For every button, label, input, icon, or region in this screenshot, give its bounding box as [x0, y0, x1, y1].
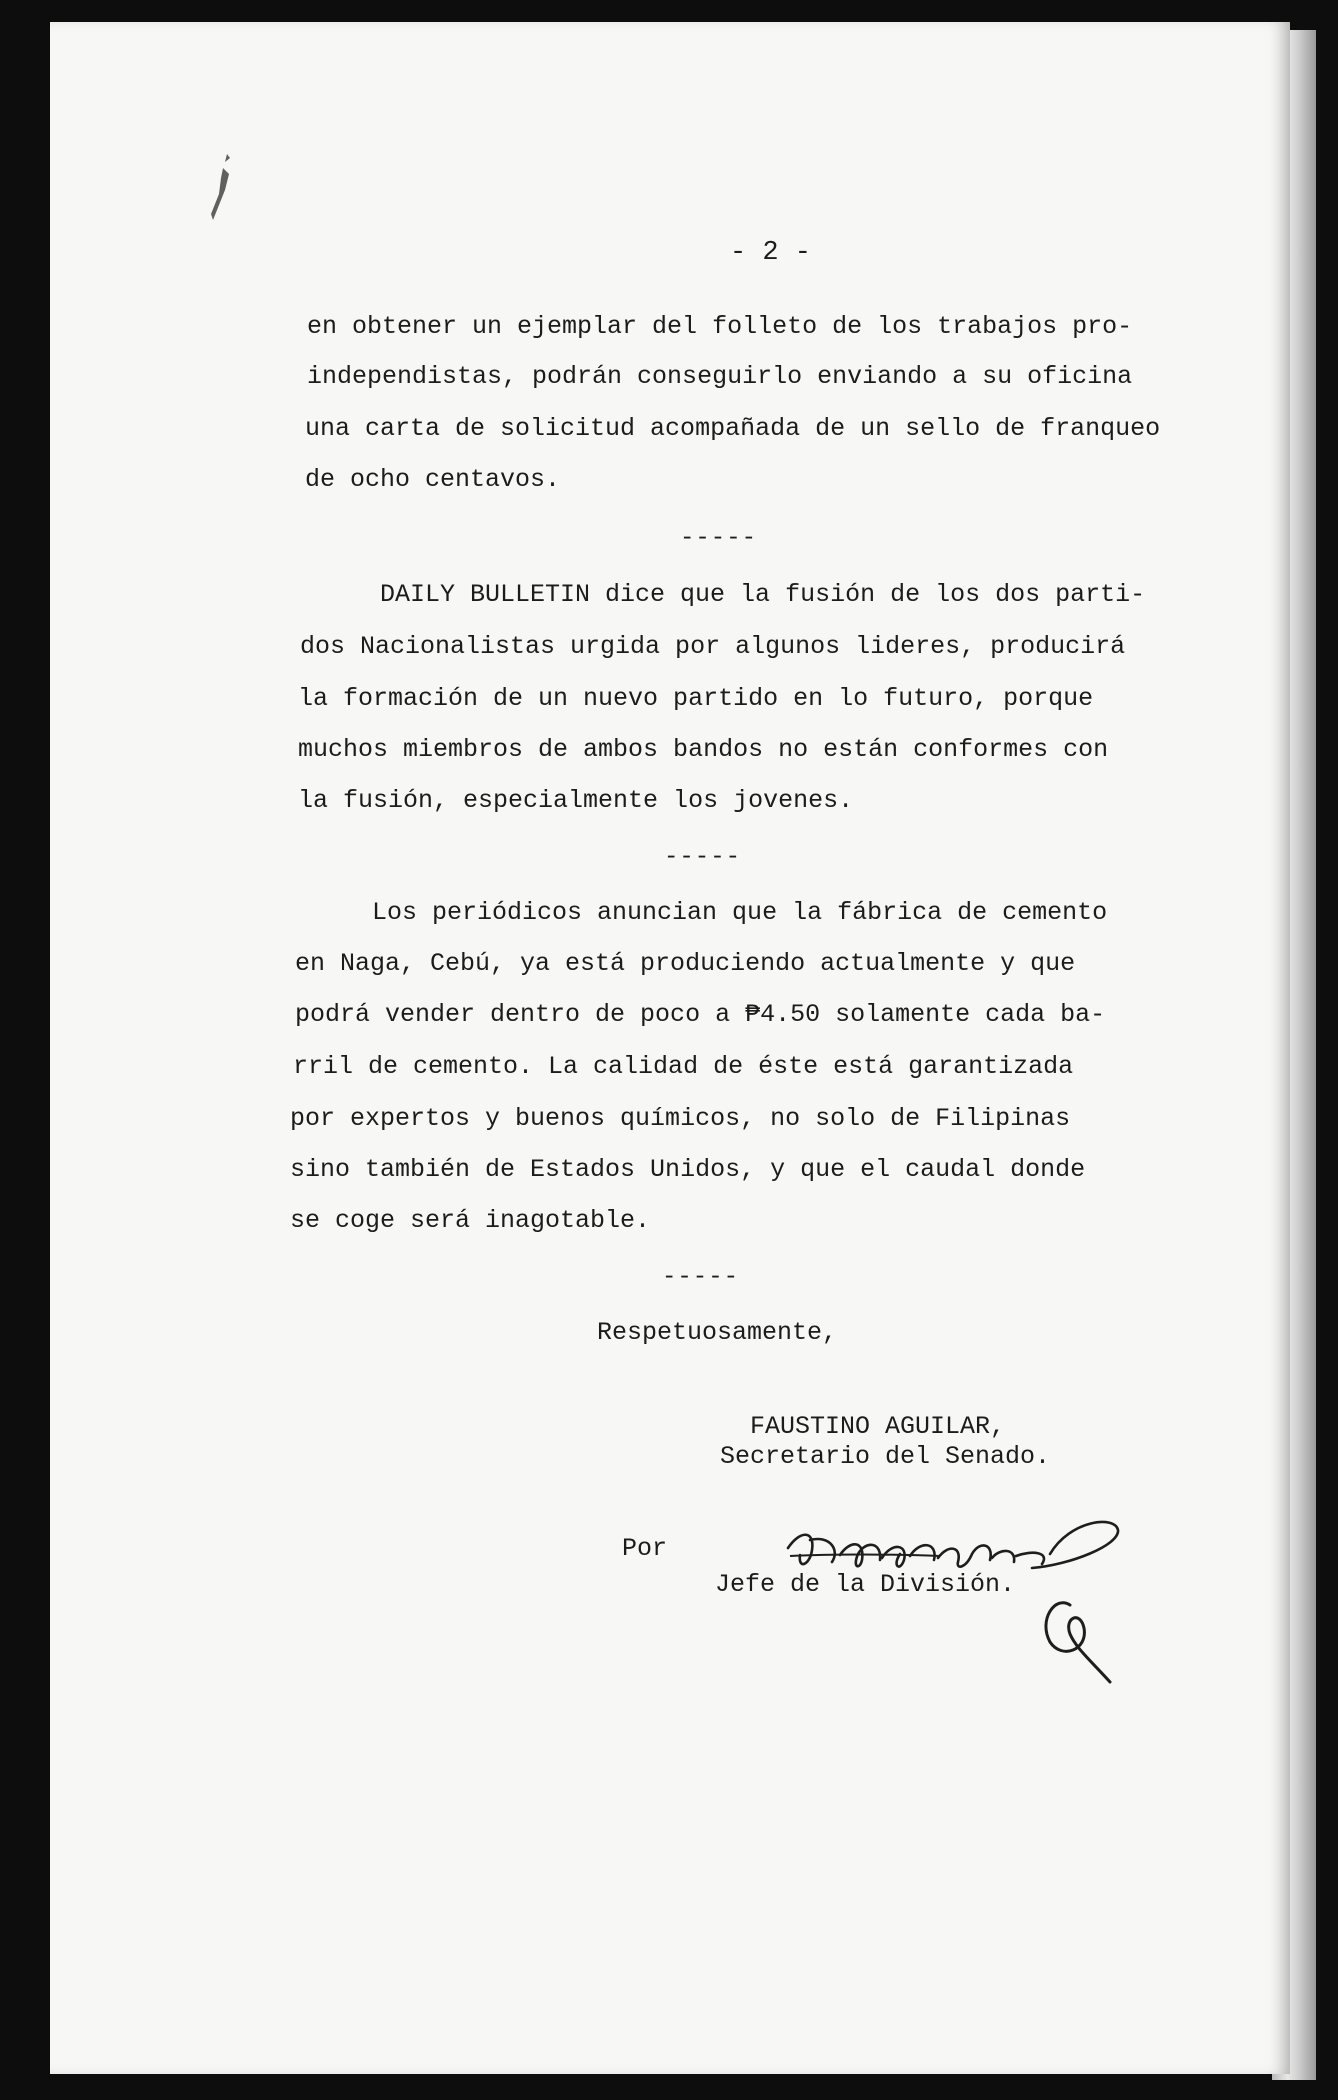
- closing-salutation: Respetuosamente,: [597, 1318, 838, 1347]
- paragraph-2-line-5: la fusión, especialmente los jovenes.: [298, 786, 854, 815]
- division-title: Jefe de la División.: [715, 1570, 1016, 1599]
- paragraph-2-line-3: la formación de un nuevo partido en lo futuro, porque: [298, 684, 1094, 713]
- paragraph-3-line-5: por expertos y buenos químicos, no solo de Filipinas: [290, 1104, 1071, 1133]
- paragraph-1-line-4: de ocho centavos.: [305, 465, 561, 494]
- separator-2: -----: [664, 844, 742, 871]
- signatory-title: Secretario del Senado.: [720, 1442, 1051, 1471]
- paragraph-1-line-3: una carta de solicitud acompañada de un sello de franqueo: [305, 414, 1161, 443]
- paragraph-3-line-7: se coge será inagotable.: [290, 1206, 651, 1235]
- paragraph-1-line-2: independistas, podrán conseguirlo enviando a su oficina: [307, 362, 1133, 391]
- separator-1: -----: [680, 525, 758, 552]
- paragraph-3-line-3: podrá vender dentro de poco a ₱4.50 solamente cada ba-: [295, 1000, 1106, 1029]
- ink-blot-mark: [205, 150, 245, 230]
- document-page: [50, 22, 1290, 2074]
- handwritten-signature: [770, 1510, 1140, 1700]
- por-label: Por: [622, 1534, 668, 1563]
- paragraph-2-line-1: DAILY BULLETIN dice que la fusión de los dos parti-: [380, 580, 1146, 609]
- signatory-name: FAUSTINO AGUILAR,: [750, 1412, 1006, 1441]
- paragraph-3-line-6: sino también de Estados Unidos, y que el caudal donde: [290, 1155, 1086, 1184]
- page-number: - 2 -: [730, 238, 812, 268]
- paragraph-3-line-2: en Naga, Cebú, ya está produciendo actualmente y que: [295, 949, 1076, 978]
- paragraph-3-line-4: rril de cemento. La calidad de éste está garantizada: [293, 1052, 1074, 1081]
- paragraph-1-line-1: en obtener un ejemplar del folleto de los trabajos pro-: [307, 312, 1133, 341]
- paragraph-2-line-4: muchos miembros de ambos bandos no están conformes con: [298, 735, 1109, 764]
- separator-3: -----: [662, 1264, 740, 1291]
- paragraph-2-line-2: dos Nacionalistas urgida por algunos lideres, producirá: [300, 632, 1126, 661]
- paragraph-3-line-1: Los periódicos anuncian que la fábrica de cemento: [372, 898, 1108, 927]
